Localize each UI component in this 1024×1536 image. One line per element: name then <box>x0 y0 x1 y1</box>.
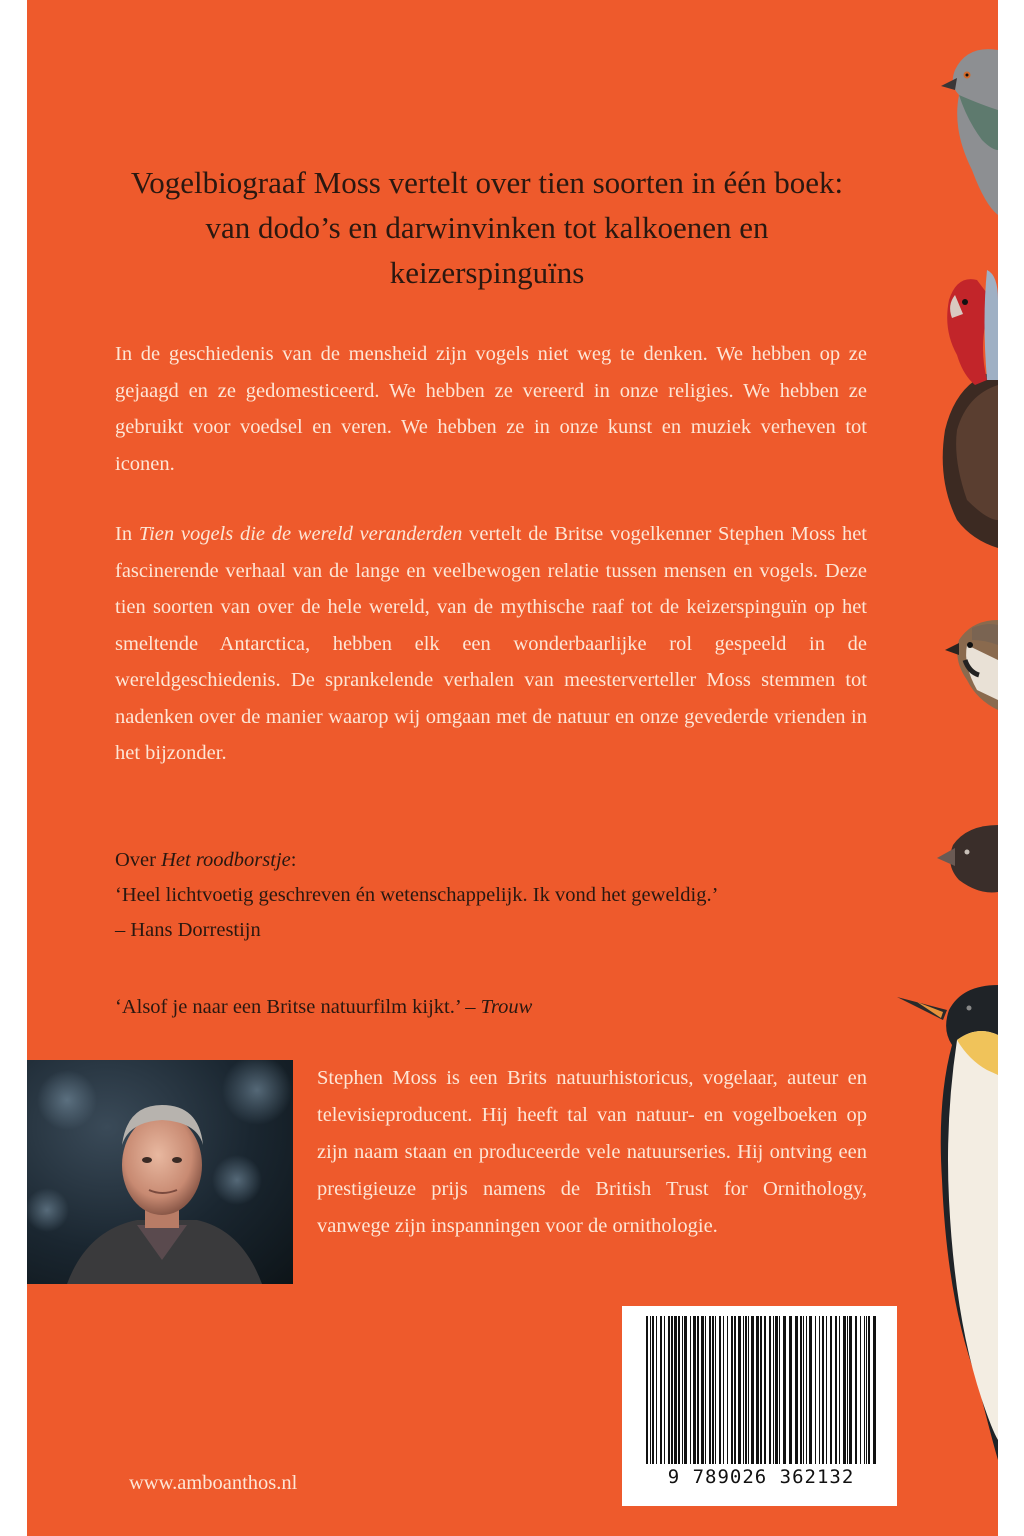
description-paragraph <box>115 516 867 772</box>
barcode-bar <box>806 1316 807 1464</box>
review-book-title: Het roodborstje <box>161 849 291 871</box>
barcode-bar <box>849 1316 852 1464</box>
barcode-bar <box>734 1316 736 1464</box>
barcode-bar <box>738 1316 741 1464</box>
barcode-bar <box>684 1316 687 1464</box>
book-title-italic: Tien vogels die de wereld veranderden <box>138 523 463 545</box>
barcode-bar <box>682 1316 683 1464</box>
barcode-bar <box>800 1316 802 1464</box>
barcode-bar <box>701 1316 704 1464</box>
barcode-bar <box>668 1316 670 1464</box>
review-trouw <box>115 990 875 1025</box>
barcode-bar <box>690 1316 691 1464</box>
barcode-bar <box>860 1316 861 1464</box>
review-source: – Hans Dorrestijn <box>115 919 261 941</box>
barcode-bar <box>835 1316 837 1464</box>
review2-quote: ‘Alsof je naar een Britse natuurfilm kijkt.’ – <box>115 996 481 1018</box>
barcode-bar <box>745 1316 747 1464</box>
barcode-bar <box>773 1316 774 1464</box>
barcode-bar <box>826 1316 827 1464</box>
barcode-bar <box>646 1316 648 1464</box>
barcode-bar <box>783 1316 786 1464</box>
barcode-bar <box>660 1316 662 1464</box>
barcode-bar <box>839 1316 840 1464</box>
review-colon: : <box>290 849 297 871</box>
review-hans-dorrestijn <box>115 843 875 948</box>
barcode-bar <box>803 1316 804 1464</box>
barcode-bar <box>760 1316 762 1464</box>
intro-paragraph: In de geschiedenis van de mensheid zijn vogels niet weg te denken. We hebben op ze gejaagd en ze gedomesticeerd. We hebben ze vereerd in onze religies. We hebben ze gebruikt voor voedsel en veren. We hebben ze in onze kunst en muziek verheven tot iconen. <box>115 343 867 475</box>
barcode-bar <box>769 1316 771 1464</box>
barcode-bar <box>671 1316 673 1464</box>
barcode-bar <box>693 1316 696 1464</box>
barcode-bar <box>873 1316 876 1464</box>
penguin-illustration <box>897 985 998 1460</box>
review-intro-text: Over <box>115 849 162 871</box>
barcode-bar <box>751 1316 754 1464</box>
barcode <box>622 1306 897 1506</box>
barcode-bar <box>650 1316 651 1464</box>
turkey-illustration <box>943 270 998 548</box>
barcode-bar <box>652 1316 654 1464</box>
barcode-bar <box>764 1316 766 1464</box>
finch-illustration <box>937 825 998 893</box>
sparrow-illustration <box>945 620 998 710</box>
barcode-bar <box>731 1316 733 1464</box>
review-intro <box>115 843 875 878</box>
barcode-bar <box>709 1316 711 1464</box>
barcode-bar <box>697 1316 699 1464</box>
barcode-bar <box>855 1316 857 1464</box>
review2-source: Trouw <box>480 996 533 1018</box>
pigeon-illustration <box>941 49 998 215</box>
barcode-bar <box>789 1316 792 1464</box>
barcode-bar <box>775 1316 778 1464</box>
barcode-bar <box>715 1316 716 1464</box>
barcode-bar <box>795 1316 798 1464</box>
barcode-bar <box>843 1316 846 1464</box>
barcode-bar <box>822 1316 824 1464</box>
barcode-bar <box>864 1316 865 1464</box>
publisher-website: www.amboanthos.nl <box>129 1472 298 1494</box>
barcode-bar <box>748 1316 749 1464</box>
barcode-bar <box>719 1316 721 1464</box>
barcode-bar <box>656 1316 657 1464</box>
author-portrait-illustration <box>27 1060 293 1284</box>
isbn-number: 9 789026 362132 <box>667 1466 855 1488</box>
barcode-bar <box>712 1316 714 1464</box>
barcode-bar <box>815 1316 816 1464</box>
barcode-bar <box>727 1316 728 1464</box>
paragraph-prefix: In <box>115 523 139 545</box>
review-quote: ‘Heel lichtvoetig geschreven én wetenschappelijk. Ik vond het geweldig.’ <box>115 884 719 906</box>
bird-illustrations <box>897 0 998 1536</box>
book-back-cover <box>27 0 998 1536</box>
barcode-bar <box>779 1316 780 1464</box>
paragraph-body: vertelt de Britse vogelkenner Stephen Moss het fascinerende verhaal van de lange en veelbewogen relatie tussen mensen en vogels. Deze tien soorten van over de hele wereld, van de mythische raaf tot de keizerspinguïn op het smeltende Antarctica, hebben elk een wonderbaarlijke rol gespeeld in de wereldgeschiedenis. De sprankelende verhalen van meesterverteller Moss stemmen tot nadenken over de manier waarop wij omgaan met de natuur en onze gevederde vrienden in het bijzonder. <box>115 523 868 764</box>
barcode-bar <box>756 1316 759 1464</box>
barcode-bar <box>674 1316 677 1464</box>
author-bio: Stephen Moss is een Brits natuurhistoricus, vogelaar, auteur en televisieproducent. Hij heeft tal van natuur- en vogelboeken op zijn naam staan en produceerde vele natuurseries. Hij ontving een prestigieuze prijs namens de British Trust for Ornithology, vanwege zijn inspanningen voor de ornithologie. <box>317 1067 867 1237</box>
barcode-bar <box>723 1316 724 1464</box>
barcode-bar <box>809 1316 812 1464</box>
barcode-bars <box>646 1316 876 1464</box>
barcode-bar <box>743 1316 744 1464</box>
barcode-bar <box>664 1316 665 1464</box>
barcode-bar <box>705 1316 706 1464</box>
barcode-bar <box>830 1316 832 1464</box>
author-photo <box>27 1060 293 1284</box>
headline: Vogelbiograaf Moss vertelt over tien soorten in één boek: van dodo’s en darwinvinken tot kalkoenen en keizerspinguïns <box>130 165 844 290</box>
barcode-bar <box>819 1316 820 1464</box>
barcode-bar <box>847 1316 848 1464</box>
barcode-bar <box>678 1316 680 1464</box>
barcode-bar <box>868 1316 870 1464</box>
barcode-bar <box>866 1316 867 1464</box>
